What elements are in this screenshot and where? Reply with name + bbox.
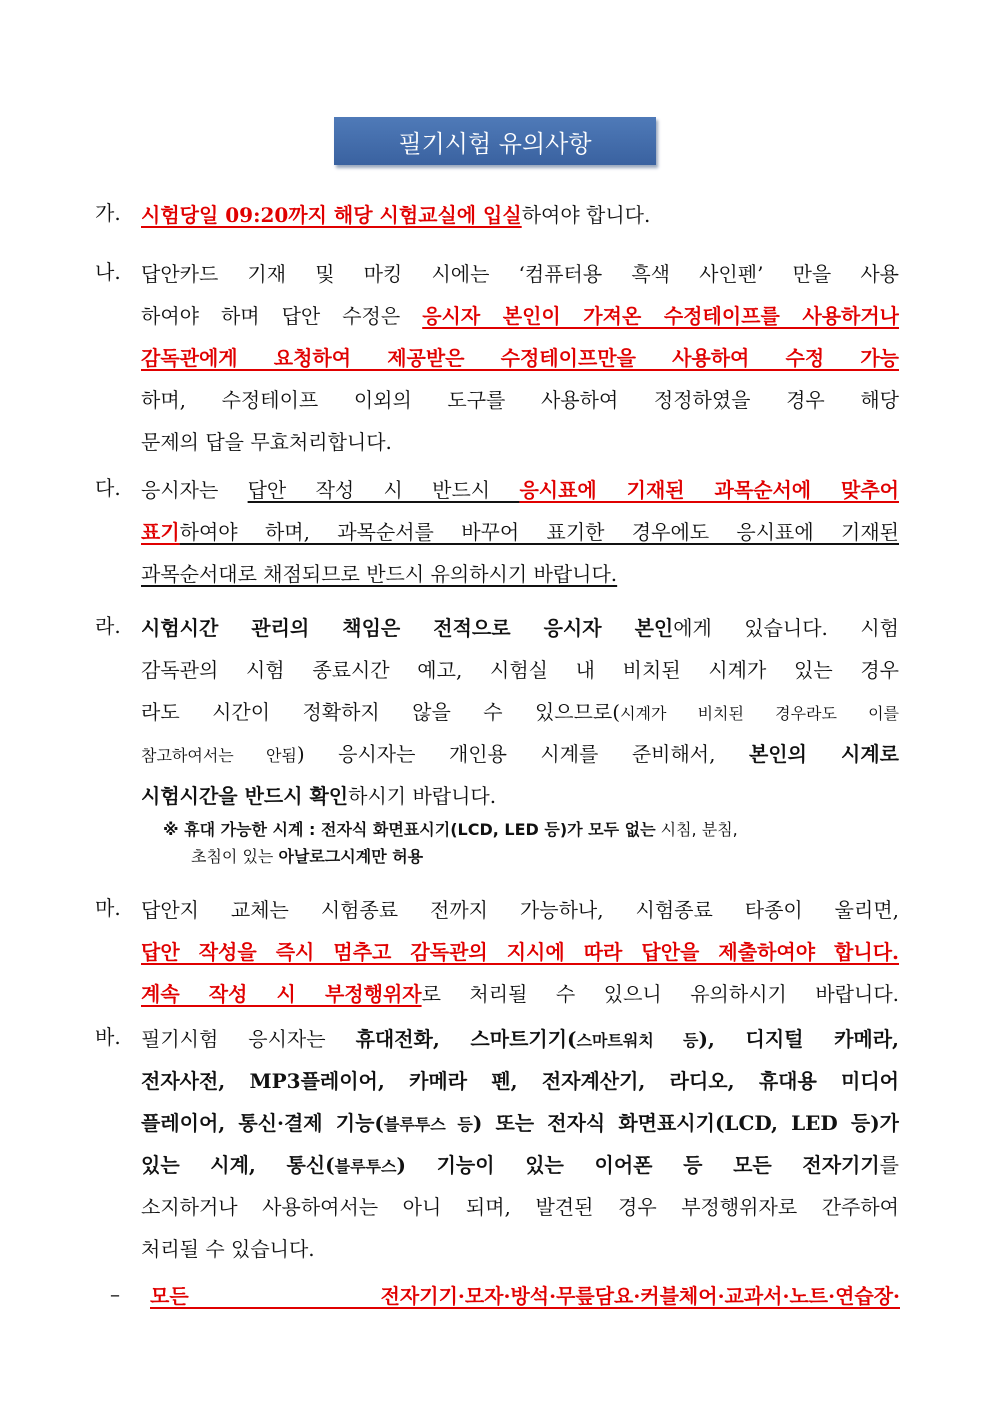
body-text: 하여야 하며 답안 수정은 xyxy=(141,304,423,328)
item-line xyxy=(141,740,899,768)
body-text: 문제의 답을 무효처리합니다. xyxy=(141,430,392,454)
item-line xyxy=(141,980,899,1008)
bold-text: 휴대전화, 스마트기기( xyxy=(355,1027,577,1051)
item-marker: 가. xyxy=(95,201,121,225)
item-marker: – xyxy=(110,1282,120,1306)
item-line xyxy=(141,428,899,456)
underlined-text: 과목순서대로 채점되므로 반드시 유의하시기 바랍니다. xyxy=(141,562,618,586)
highlight-text: 시험당일 09:20까지 해당 시험교실에 입실 xyxy=(141,203,522,227)
body-text: 감독관의 시험 종료시간 예고, 시험실 내 비치된 시계가 있는 경우 xyxy=(141,658,899,682)
body-text: 를 xyxy=(879,1153,899,1177)
body-text: 답안카드 기재 및 마킹 시에는 ‘컴퓨터용 흑색 사인펜’ 만을 사용 xyxy=(141,262,899,286)
bold-text: 있는 시계, 통신( xyxy=(141,1153,335,1177)
highlight-text: 감독관에게 요청하여 제공받은 수정테이프만을 사용하여 수정 가능 xyxy=(141,346,899,370)
body-text: 로 처리될 수 있으니 유의하시기 바랍니다. xyxy=(421,982,899,1006)
item-line xyxy=(141,1109,899,1137)
body-text: 에게 있습니다. 시험 xyxy=(673,616,899,640)
item-line xyxy=(141,1067,899,1095)
item-line xyxy=(141,1151,899,1179)
item-line xyxy=(141,476,899,504)
body-text: 초침이 있는 xyxy=(191,847,279,866)
item-line xyxy=(150,1282,900,1310)
bold-text: 전자사전, MP3플레이어, 카메라 펜, 전자계산기, 라디오, 휴대용 미디어 xyxy=(141,1069,899,1093)
body-text: 시침, 분침, xyxy=(655,820,738,839)
note-line xyxy=(163,818,738,842)
item-line xyxy=(141,614,899,642)
item-line xyxy=(141,1235,899,1263)
bold-text: ), 디지털 카메라, xyxy=(698,1027,899,1051)
page-title-text: 필기시험 유의사항 xyxy=(398,129,592,158)
body-text: 하여야 합니다. xyxy=(521,203,651,227)
item-line xyxy=(141,201,899,229)
small-text: 블루투스 등 xyxy=(383,1115,473,1134)
body-text: 하며, 수정테이프 이외의 도구를 사용하여 정정하였을 경우 해당 xyxy=(141,388,899,412)
body-text: 라도 시간이 정확하지 않을 수 있으므로( xyxy=(141,700,621,724)
body-text: 처리될 수 있습니다. xyxy=(141,1237,315,1261)
item-line xyxy=(141,1025,899,1053)
highlight-text: 표기 xyxy=(141,520,180,544)
bold-text: ※ 휴대 가능한 시계 : 전자식 화면표시기(LCD, LED 등)가 모두 없는 xyxy=(163,820,656,839)
item-line xyxy=(141,1193,899,1221)
bold-text: 시험시간을 반드시 확인 xyxy=(141,784,349,808)
body-text: 하시기 바랍니다. xyxy=(348,784,497,808)
item-line xyxy=(141,656,899,684)
body-text: 필기시험 응시자는 xyxy=(141,1027,356,1051)
body-text: 응시자는 xyxy=(141,478,248,502)
item-line xyxy=(141,560,899,588)
highlight-text: 답안 작성을 즉시 멈추고 감독관의 지시에 따라 답안을 제출하여야 합니다. xyxy=(141,940,899,964)
underlined-text: 답안 작성 시 반드시 xyxy=(247,478,520,502)
highlight-text: 계속 작성 시 부정행위자 xyxy=(141,982,422,1006)
item-line xyxy=(141,782,899,810)
highlight-text: 응시자 본인이 가져온 수정테이프를 사용하거나 xyxy=(422,304,899,328)
small-text: 참고하여서는 안됨 xyxy=(141,746,297,765)
body-text: 답안지 교체는 시험종료 전까지 가능하나, 시험종료 타종이 울리면, xyxy=(141,898,899,922)
bold-text: 시험시간 관리의 책임은 전적으로 응시자 본인 xyxy=(141,616,674,640)
page-title xyxy=(334,117,656,165)
body-text: 소지하거나 사용하여서는 아니 되며, 발견된 경우 부정행위자로 간주하여 xyxy=(141,1195,899,1219)
item-line xyxy=(141,698,899,726)
highlight-text: 모든 전자기기·모자·방석·무릎담요·커블체어·교과서·노트·연습장· xyxy=(150,1284,900,1308)
bold-text: ) 기능이 있는 이어폰 등 모든 전자기기 xyxy=(396,1153,880,1177)
underlined-text: 하여야 하며, 과목순서를 바꾸어 표기한 경우에도 응시표에 기재된 xyxy=(179,520,899,544)
item-marker: 바. xyxy=(95,1025,121,1049)
item-line xyxy=(141,938,899,966)
bold-text: ) 또는 전자식 화면표시기(LCD, LED 등)가 xyxy=(472,1111,899,1135)
item-line xyxy=(141,518,899,546)
bold-text: 아날로그시계만 허용 xyxy=(278,847,424,866)
item-marker: 마. xyxy=(95,896,121,920)
item-marker: 라. xyxy=(95,614,121,638)
small-text: 블루투스 xyxy=(334,1157,397,1176)
item-line xyxy=(141,260,899,288)
note-line xyxy=(191,845,423,869)
bold-text: 본인의 시계로 xyxy=(748,742,899,766)
item-line xyxy=(141,344,899,372)
item-line xyxy=(141,386,899,414)
item-marker: 다. xyxy=(95,476,121,500)
small-text: 시계가 비치된 경우라도 이를 xyxy=(620,704,899,723)
bold-text: 플레이어, 통신·결제 기능( xyxy=(141,1111,384,1135)
body-text: ) 응시자는 개인용 시계를 준비해서, xyxy=(296,742,749,766)
highlight-text: 응시표에 기재된 과목순서에 맞추어 xyxy=(519,478,899,502)
small-text: 스마트워치 등 xyxy=(576,1031,699,1050)
item-line xyxy=(141,302,899,330)
item-line xyxy=(141,896,899,924)
item-marker: 나. xyxy=(95,260,121,284)
